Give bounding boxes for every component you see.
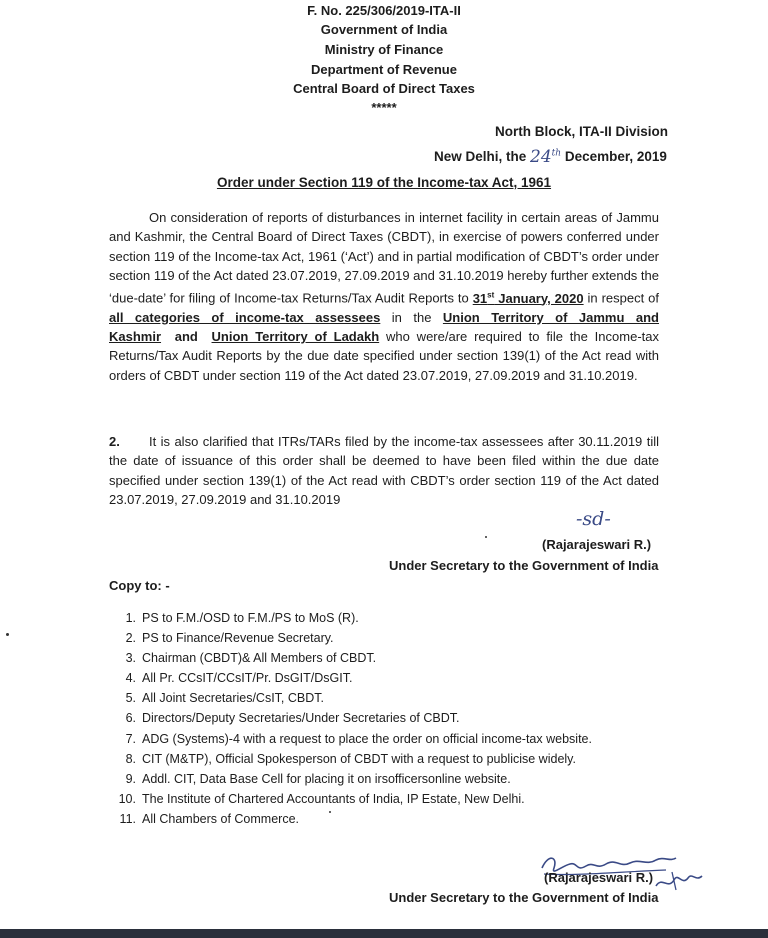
sd-mark: -sd- [576, 508, 611, 530]
list-item: 1. PS to F.M./OSD to F.M./PS to MoS (R). [125, 611, 359, 625]
signatory-designation-2: Under Secretary to the Government of India [389, 890, 659, 905]
list-item: 8. CIT (M&TP), Official Spokesperson of CBDT with a request to publicise widely. [125, 751, 576, 766]
signatory-name-1: (Rajarajeswari R.) [542, 537, 652, 552]
para1-text-a: On consideration of reports of disturbances in internet facility in certain areas of Jammu and Kashmir, the Central Board of Direct Taxes (CBDT), in exercise of powers conferred under section 119 of the Income-tax Act, 1961 (‘Act’) and in partial modification of CBDT’s order under section 119 of the Act dated 23.07.2019, 27.09.2019 and 31.10.2019 hereby further extends the ‘due-date’ for filing of Income-tax Returns/Tax Audit Reports to [109, 210, 659, 306]
paragraph-1 [109, 208, 659, 385]
scan-bottom-edge [0, 929, 768, 938]
date-day-handwritten: 24th [530, 147, 562, 167]
para1-text-d: who were/are required to file the Income-tax Returns/Tax Audit Reports by the due date specified under section 139(1) of the Act read with orders of CBDT under section 119 of the Act dated 23.07.2019, 27.09.2019 and 31.10.2019. [109, 329, 659, 383]
date-prefix: New Delhi, the [434, 149, 527, 164]
para2-number: 2. [109, 434, 120, 449]
para1-text-b: in respect of [583, 290, 659, 306]
date-suffix: December, 2019 [564, 149, 667, 164]
assessee-categories: all categories of income-tax assessees [109, 309, 381, 325]
ut-ladakh: Union Territory of Ladakh [211, 329, 380, 345]
scan-speck [6, 633, 9, 636]
file-number: F. No. 225/306/2019-ITA-II [307, 3, 461, 18]
list-item: 11. All Chambers of Commerce. [119, 811, 299, 826]
scan-speck [485, 536, 487, 538]
para2-text: It is also clarified that ITRs/TARs filed by the income-tax assessees after 30.11.2019 till the date of issuance of this order shall be deemed to have been filed within the due date specified under section 139(1) of the Act read with CBDT’s order section 119 of the Act dated 23.07.2019, 27.09.2019 and 31.10.2019 [109, 434, 659, 507]
header-line-department: Department of Revenue [311, 62, 457, 77]
order-title: Order under Section 119 of the Income-tax Act, 1961 [216, 175, 552, 190]
ut-jammu-kashmir: Union Territory of Jammu and Kashmir [109, 309, 660, 345]
paragraph-2 [109, 432, 659, 509]
list-item: 6. Directors/Deputy Secretaries/Under Secretaries of CBDT. [125, 711, 460, 726]
header-line-ministry: Ministry of Finance [324, 42, 444, 57]
signatory-name-2: (Rajarajeswari R.) [544, 870, 654, 885]
extended-due-date: 31st January, 2020 [472, 290, 584, 306]
copy-to-list [112, 608, 672, 829]
para1-and: and [174, 329, 198, 345]
scan-speck [329, 811, 331, 813]
header-stars: ***** [371, 100, 397, 115]
office-line: North Block, ITA-II Division [495, 124, 669, 139]
list-item: 7. ADG (Systems)-4 with a request to place the order on official income-tax website. [125, 731, 592, 746]
list-item: 3. Chairman (CBDT)& All Members of CBDT. [125, 651, 377, 666]
copy-to-heading: Copy to: - [109, 578, 170, 593]
para1-text-c: in the [380, 309, 443, 325]
header-line-board: Central Board of Direct Taxes [293, 81, 475, 96]
list-item: 5. All Joint Secretaries/CsIT, CBDT. [125, 691, 324, 706]
signatory-designation-1: Under Secretary to the Government of India [389, 558, 659, 573]
date-line [434, 146, 667, 166]
list-item: 2. PS to Finance/Revenue Secretary. [125, 631, 334, 646]
list-item: 10. The Institute of Chartered Accountants of India, IP Estate, New Delhi. [118, 791, 525, 806]
header-line-govt: Government of India [320, 22, 448, 37]
list-item: 4. All Pr. CCsIT/CCsIT/Pr. DsGIT/DsGIT. [125, 671, 353, 686]
list-item: 9. Addl. CIT, Data Base Cell for placing it on irsofficersonline website. [125, 771, 511, 786]
